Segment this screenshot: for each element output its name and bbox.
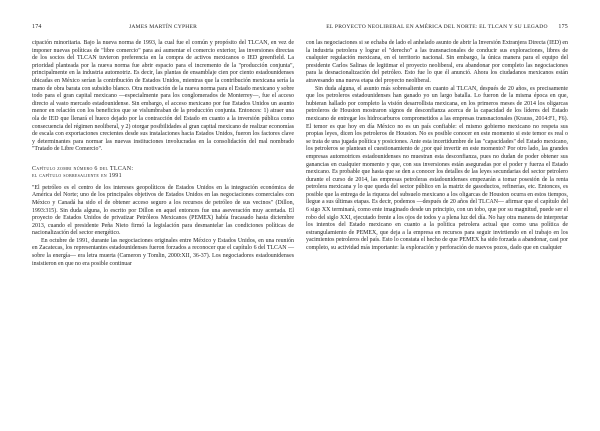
- body-paragraph: Sin duda alguna, el asunto más sobresaliente en cuanto al TLCAN, después de 20 años, es precisamente que los petroleros estadounidenses han ganado yo un largo batalla. Lo fueron de la misma época en que, hubieran hallado por completo la visión desarrollista mexicana, en los primeros meses de 2014 los oligarcas petroleros de Houston mostraron signos de desconfianza acerca de la capacidad de los líderes del Estado mexicano de entregar los hidrocarburos comprometidos a las empresas transnacionales (Krauss, 2014:F1, F6). El temor es que hoy en día México no es un país confiable: el mismo gobierno mexicano no respeta sus propias leyes, dicen los petroleros de Houston. No es posible conocer en este momento si este temor es real o se trata de una jugada política y posiciones. Ante esta incertidumbre de las "capacidades" del Estado mexicano, los petroleros se plantean el cuestionamiento de ¿por qué invertir en este momento? Por otro lado, las grandes empresas automotrices estadounidenses no muestran esta desconfianza, pues no dudan de poder obtener sus ganancias en cualquier momento y que, con sus inversiones están aseguradas por el poder y fuerza el Estado mexicano. Es probable que hasta que se den a conocer los detalles de las leyes secundarias del sector petrolero durante el curso de 2014, las empresas petroleras estadounidenses empezarán a tomar posesión de la renta petrolera mexicana y lo que queda del sector público en la matriz de gasoductos, refinerías, etc. Entonces, es posible que la entrega de la riqueza del subsuelo mexicano a los oligarcas de Houston ocurra en estos tiempos, llegue a sus últimas etapas. Es decir, podemos —después de 20 años del TLCAN— afirmar que el capítulo del 6 sigo XX terminará, como ente imaginado desde un principio, con un tobo, que por su magnitud, puede ser el robo del siglo XXI, ejecutado frente a los ojos de todos y a plena luz del día. No hay otra manera de interpretar los intentos del Estado mexicano en cuanto a la política petrolera actual que como una política de estrangulamiento de PEMEX, que deja a la empresa en recursos para seguir invirtiendo en el trabajo en los yacimientos petroleros del país. Esto lo constata el hecho de que PEMEX ha sido forzada a abandonar, casi por completo, su actividad más importante: la exploración y perforación de nuevos pozos, dado que en cualquier: [306, 85, 568, 252]
- left-page-body: [32, 40, 294, 268]
- section-heading-line: Capítulo zombi número 6 del TLCAN:: [32, 165, 134, 172]
- page-number: 174: [32, 24, 42, 30]
- right-page-header: [306, 24, 568, 34]
- body-paragraph: "El petróleo es el centro de los intereses geopolíticos de Estados Unidos en la integración económica de América del Norte; uno de los principales objetivos de Estados Unidos en las negociaciones comerciales con México y Canadá ha sido el de obtener acceso seguro a los recursos de petróleo de sus vecinos" (Dillon, 1993:315). Sin duda alguna, lo escrito por Dillon en aquel entonces fue una aseveración muy acertada. El proyecto de Estados Unidos de privatizar Petróleos Mexicanos (PEMEX) había fracasado hasta diciembre 2013, cuando el presidente Peña Nieto firmó la legislación para desmantelar las condiciones políticas de nacionalización del sector energético.: [32, 184, 294, 237]
- body-paragraph: cipación minoritaria. Bajo la nueva norma de 1993, la cual fue el común y propósito del TLCAN, en vez de imponer nuevas políticas de "libre comercio" para así aumentar el comercio exterior, las inversiones directas de los socios del TLCAN tuvieron preferencia en la compra de activos mexicanos o IED greenfield. La prioridad planteada por la nueva norma fue abrir espacio para el incremento de la "producción conjunta", principalmente en la industria automotriz. Es decir, las plantas de ensamblaje cien por ciento estadounidenses ubicadas en México serían la contribución de Estados Unidos, mientras que la contribución mexicana sería la mano de obra barata con subsidio blanco. Otra motivación de la nueva norma para el Estado mexicano y sobre todo para el gran capital mexicano —especialmente para los conglomerados de Monterrey—, fue el acceso directo al vasto mercado estadounidense. Sin embargo, el acceso mexicano por fue Estados Unidos un asunto menor en relación con los beneficios que se vislumbraban de la producción conjunta. Entonces: 1) atraer una ola de IED que llenará el hueco dejado por la contracción del Estado en cuanto a la inversión pública como consecuencia del régimen neoliberal, y 2) otorgar posibilidades al gran capital mexicano de realizar economías de escala con exportaciones crecientes desde sus instalaciones hacia Estados Unidos, fueron los factores clave y determinantes para normar las nuevas instituciones involucradas en la consolidación del mal nombrado "Tratado de Libre Comercio".: [32, 40, 294, 153]
- section-heading-line: el capítulo sobresaliente en 1991: [32, 173, 122, 180]
- right-page-body: [306, 40, 568, 253]
- running-head: JAMES MARTÍN CYPHER: [128, 24, 198, 30]
- body-paragraph: En octubre de 1991, durante las negociaciones originales entre México y Estados Unidos, en una reunión en Zacatecas, los representantes estadounidenses fueron forzados a reconocer que el capítulo 6 del TLCAN —sobre la energía— era letra muerta (Cameron y Tomlin, 2000:XII, 36-37). Los negociadores estadounidenses insistieron en que no era posible continuar: [32, 237, 294, 267]
- section-heading: [32, 166, 294, 181]
- left-page: [32, 0, 294, 431]
- running-head: EL PROYECTO NEOLIBERAL EN AMÉRICA DEL NORTE: EL TLCAN Y SU LEGADO: [326, 24, 548, 30]
- right-page: [306, 0, 568, 431]
- body-paragraph: con las negociaciones si se echaba de lado el anhelado asunto de abrir la Inversión Extranjera Directa (IED) en la industria petrolera y lograr el "derecho" a las transnacionales de conducir sus exploraciones, libres de cualquier regulación mexicana, en el territorio nacional. Sin embargo, la única manera para el equipo del presidente Carlos Salinas de legitimar el proyecto neoliberal, era abandonar por completo las negociaciones para la desnacionalización del petróleo. Esto fue lo que él anunció. Ahora los ciudadanos mexicanos están atravesando una nueva etapa del proyecto neoliberal.: [306, 40, 568, 84]
- page-number: 175: [558, 24, 568, 30]
- left-page-header: [32, 24, 294, 34]
